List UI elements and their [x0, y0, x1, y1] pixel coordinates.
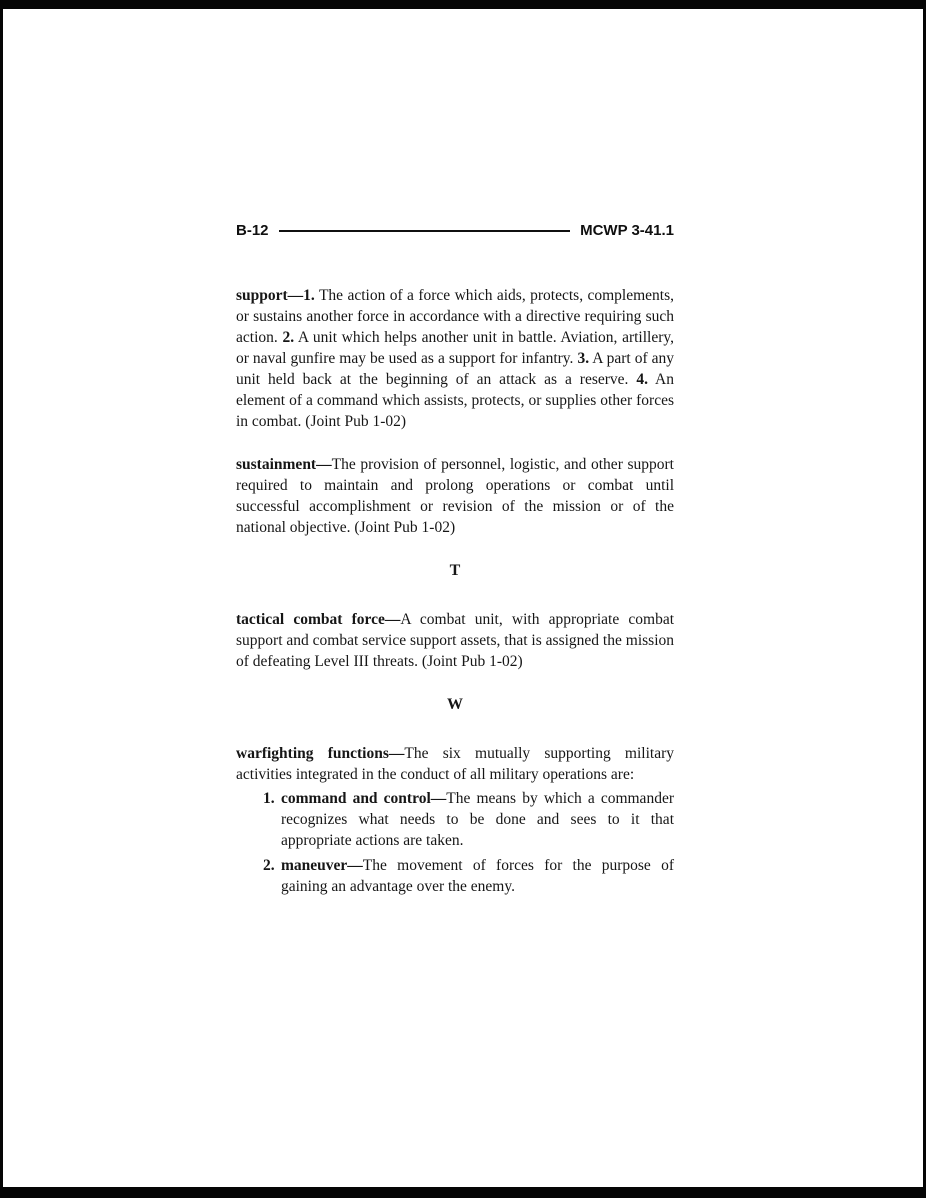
term-bold-text: 4.: [636, 371, 648, 388]
scan-border-bottom: [0, 1187, 926, 1198]
term-bold-text: warfighting functions—: [236, 745, 405, 762]
term-bold-text: 3.: [577, 350, 590, 367]
warfighting-functions-list: [236, 788, 674, 897]
list-item-maneuver: [236, 855, 674, 897]
definition-text: An element of a command which assists, protects, or supplies other forces in combat. (Joint Pub 1-02): [236, 371, 678, 430]
glossary-entry-warfighting-functions: [236, 743, 678, 785]
list-item-number: 1.: [263, 790, 275, 807]
header-rule: [279, 230, 571, 232]
list-item-number: 2.: [263, 857, 275, 874]
definition-text: The provision of personnel, logistic, and other support required to maintain and prolong operations or combat until successful accomplishment or revision of the mission or of the national objective. (Joint Pub 1-02): [236, 456, 678, 536]
term-bold-text: support—1.: [236, 287, 315, 304]
definition-text: The means by which a commander recognizes what needs to be done and sees to it that appropriate actions are taken.: [281, 790, 674, 849]
document-number: MCWP 3-41.1: [580, 222, 674, 239]
glossary-entry-tactical-combat-force: [236, 609, 678, 672]
term-bold-text: sustainment—: [236, 456, 332, 473]
section-heading-w: W: [447, 696, 463, 713]
definition-text: A unit which helps another unit in battle. Aviation, artillery, or naval gunfire may be used as a support for infantry.: [236, 329, 678, 367]
definition-text: A combat unit, with appropriate combat support and combat service support assets, that is assigned the mission of defeating Level III threats. (Joint Pub 1-02): [236, 611, 678, 670]
page-header: [236, 222, 674, 239]
list-item-text: [281, 857, 674, 895]
term-bold-text: command and control—: [281, 790, 447, 807]
section-heading-t: T: [449, 562, 461, 579]
definition-text: The movement of forces for the purpose of gaining an advantage over the enemy.: [281, 857, 674, 895]
definition-text: The six mutually supporting military activities integrated in the conduct of all military operations are:: [236, 745, 678, 783]
glossary-entry-support: [236, 285, 678, 432]
definition-text: The action of a force which aids, protects, complements, or sustains another force in accordance with a directive requiring such action.: [236, 287, 678, 346]
term-bold-text: 2.: [282, 329, 295, 346]
page-content: [236, 222, 678, 901]
term-bold-text: maneuver—: [281, 857, 363, 874]
list-item-text: [281, 790, 674, 849]
definition-text: A part of any unit held back at the beginning of an attack as a reserve.: [236, 350, 678, 388]
term-bold-text: tactical combat force—: [236, 611, 401, 628]
glossary-entry-sustainment: [236, 454, 678, 538]
scan-border-left: [0, 0, 3, 1198]
list-item-command-and-control: [236, 788, 674, 851]
scan-border-top: [0, 0, 926, 9]
page-number: B-12: [236, 222, 269, 239]
